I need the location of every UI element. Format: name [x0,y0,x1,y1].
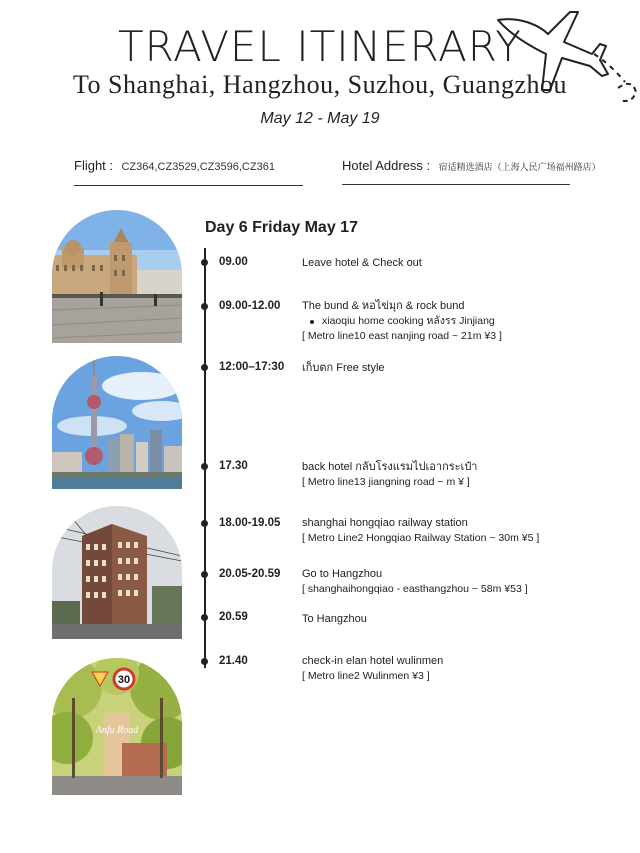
event-line: To Hangzhou [302,613,367,625]
event-desc [302,516,539,546]
photo-wukang-mansion [52,506,182,639]
timeline-dot [201,364,208,371]
timeline-dot [201,463,208,470]
timeline-dot [201,259,208,266]
street-sign-text: Anfu Road [95,725,139,736]
hotel-value: 宿适精选酒店（上海人民广场福州路店） [438,162,601,172]
timeline-dot [201,303,208,310]
event-transport: [ shanghaihongqiao - easthangzhou ~ 58m ¥53 ] [302,583,528,595]
photo-pearl-tower [52,356,182,489]
event-desc [302,567,528,597]
event-transport: [ Metro Line2 Hongqiao Railway Station ~ 30m ¥5 ] [302,532,540,544]
event-line: back hotel กลับโรงแรมไปเอากระเป๋า [302,461,478,473]
event-line: Leave hotel & Check out [302,257,422,269]
event-desc [302,654,443,684]
timeline-line [204,248,206,668]
event-desc [302,612,367,627]
event-desc [302,460,477,490]
event-time: 18.00-19.05 [219,517,281,529]
page-subtitle: To Shanghai, Hangzhou, Suzhou, Guangzhou [72,70,568,99]
timeline-dot [201,614,208,621]
event-time: 09.00-12.00 [219,300,281,312]
event-desc [302,256,422,271]
timeline-dot [201,520,208,527]
photo-anfu-road [52,658,182,795]
flight-underline [74,185,303,186]
photo-bund [52,210,182,343]
speed-sign-text: 30 [117,674,131,686]
airplane-icon [490,4,640,109]
flight-value: CZ364,CZ3529,CZ3596,CZ361 [121,161,275,173]
event-line: The bund & หอไข่มุก & rock bund [302,300,465,312]
event-time: 17.30 [219,460,248,472]
event-transport: [ Metro line2 Wulinmen ¥3 ] [302,670,430,682]
event-time: 21.40 [219,655,248,667]
trip-dates: May 12 - May 19 [260,110,380,127]
page-title: TRAVEL ITINERARY [118,22,522,71]
event-bullet: xiaoqiu home cooking หลังรร Jinjiang [302,314,502,329]
flight-label: Flight : [74,158,114,173]
event-time: 09.00 [219,256,248,268]
hotel-info [342,157,601,175]
day-title: Day 6 Friday May 17 [205,219,358,236]
event-transport: [ Metro line13 jiangning road ~ m ¥ ] [302,476,470,488]
event-time: 20.05-20.59 [219,568,281,580]
event-time: 12:00–17:30 [219,361,285,373]
event-line: check-in elan hotel wulinmen [302,655,444,667]
timeline-dot [201,571,208,578]
event-transport: [ Metro line10 east nanjing road ~ 21m ¥3 ] [302,330,502,342]
timeline-dot [201,658,208,665]
hotel-underline [342,184,570,185]
event-line: Go to Hangzhou [302,568,383,580]
event-desc [302,361,385,376]
event-line: shanghai hongqiao railway station [302,517,468,529]
event-line: เก็บตก Free style [302,362,385,374]
flight-info [74,157,275,175]
hotel-label: Hotel Address : [342,158,431,173]
event-desc [302,299,502,344]
event-time: 20.59 [219,611,248,623]
